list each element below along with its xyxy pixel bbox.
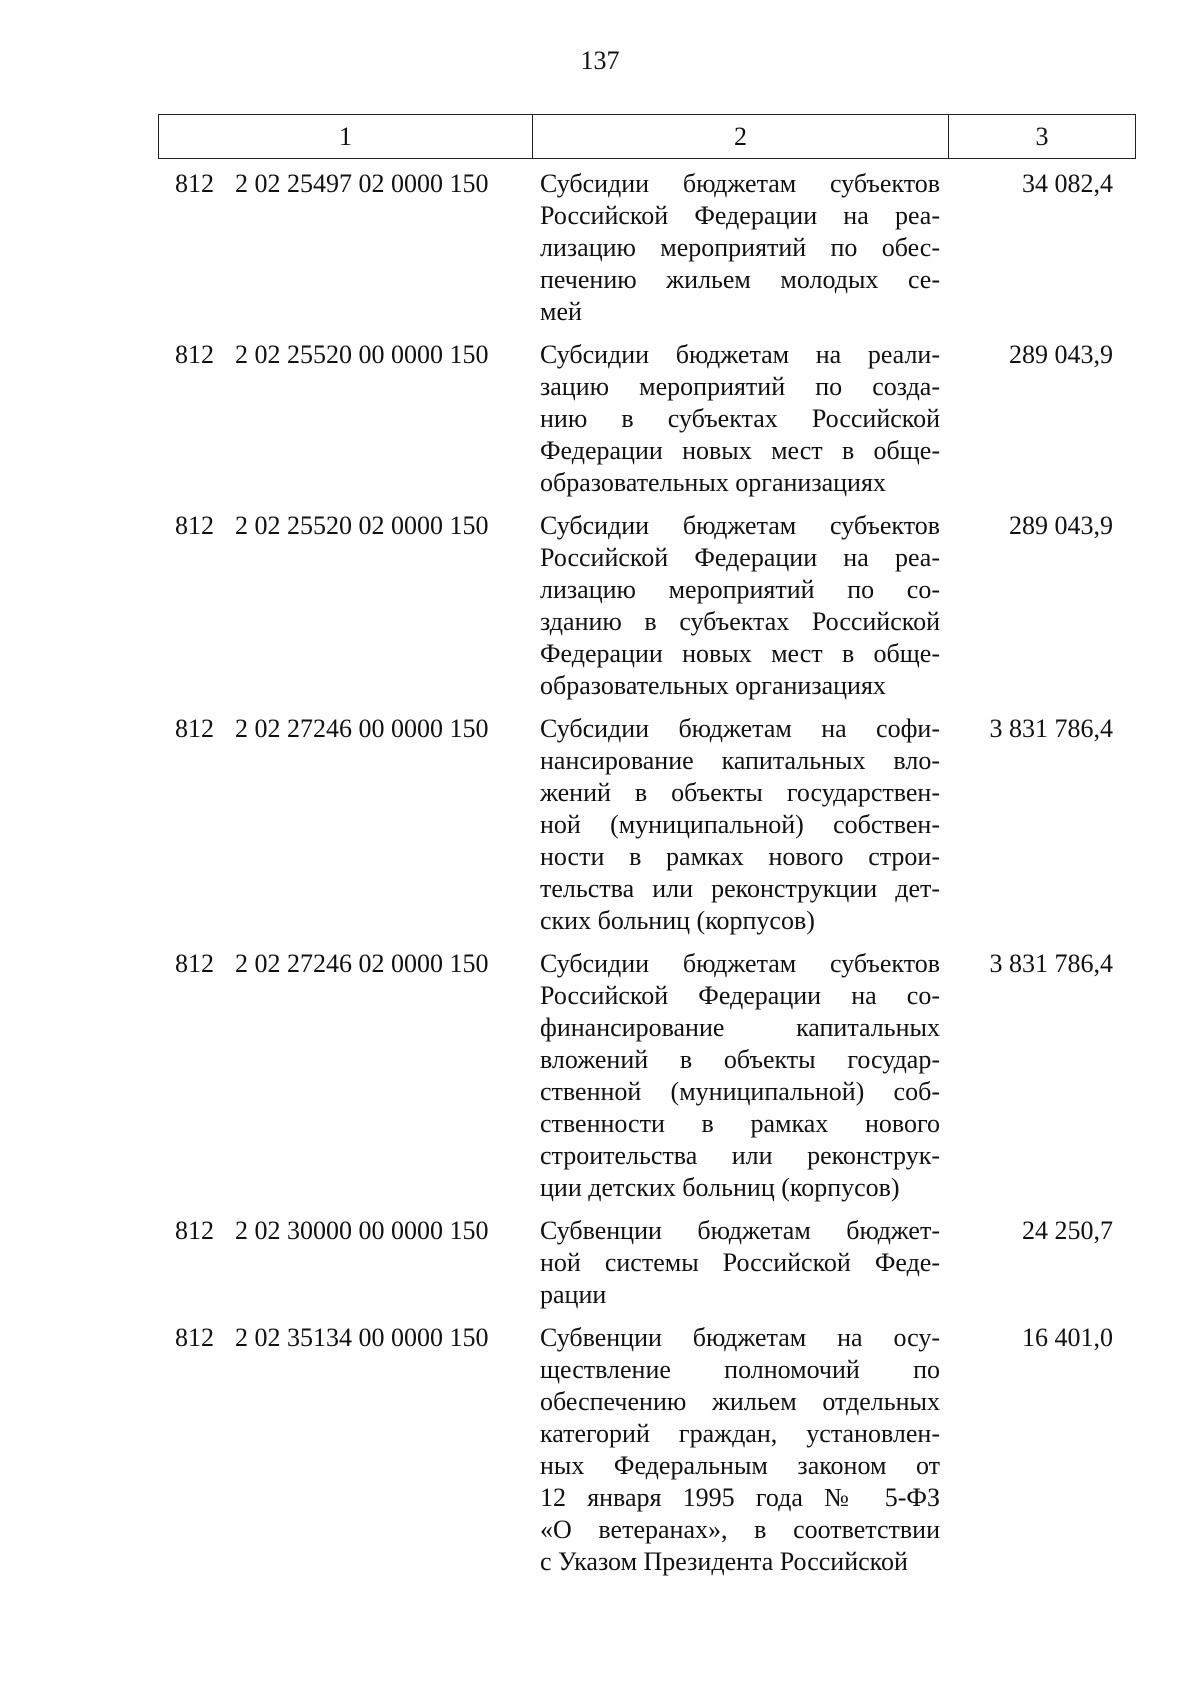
amount: 34 082,4 — [1022, 169, 1113, 198]
description-line: нансирование капитальных вло- — [540, 746, 940, 775]
budget-classification-code: 2 02 27246 00 0000 150 — [235, 714, 489, 743]
description-line: финансирование капитальных — [540, 1013, 940, 1042]
description-line: ной (муниципальной) собствен- — [540, 810, 940, 839]
description-line: Российской Федерации на со- — [540, 981, 940, 1010]
income-description — [540, 713, 940, 937]
description-line: ной системы Российской Феде- — [540, 1248, 940, 1277]
table-row — [0, 1215, 1200, 1311]
description-line: с Указом Президента Российской — [540, 1547, 908, 1576]
description-line: зацию мероприятий по созда- — [540, 372, 940, 401]
description-line: 12 января 1995 года № 5-ФЗ — [540, 1483, 940, 1512]
description-line: рации — [540, 1280, 607, 1309]
table-row — [0, 510, 1200, 702]
header-col-2: 2 — [532, 115, 948, 158]
description-line: лизацию мероприятий по со- — [540, 575, 940, 604]
income-description — [540, 1215, 940, 1311]
amount: 3 831 786,4 — [989, 714, 1113, 743]
amount: 289 043,9 — [1009, 340, 1113, 369]
description-line: ществление полномочий по — [540, 1355, 940, 1384]
income-description — [540, 1322, 940, 1578]
description-line: ских больниц (корпусов) — [540, 906, 815, 935]
income-description — [540, 339, 940, 499]
income-description — [540, 168, 940, 328]
description-line: ственной (муниципальной) соб- — [540, 1077, 940, 1106]
admin-code: 812 — [175, 169, 214, 198]
description-line: Субсидии бюджетам субъектов — [540, 169, 940, 198]
description-line: Российской Федерации на реа- — [540, 201, 940, 230]
admin-code: 812 — [175, 949, 214, 978]
description-line: Российской Федерации на реа- — [540, 543, 940, 572]
description-line: Федерации новых мест в обще- — [540, 639, 940, 668]
description-line: вложений в объекты государ- — [540, 1045, 940, 1074]
amount: 289 043,9 — [1009, 511, 1113, 540]
table-header — [158, 114, 1136, 159]
table-row — [0, 168, 1200, 328]
description-line: тельства или реконструкции дет- — [540, 874, 940, 903]
budget-classification-code: 2 02 25520 00 0000 150 — [235, 340, 489, 369]
description-line: ции детских больниц (корпусов) — [540, 1173, 900, 1202]
description-line: категорий граждан, установлен- — [540, 1419, 940, 1448]
page-number: 137 — [580, 46, 620, 75]
table-row — [0, 948, 1200, 1204]
description-line: мей — [540, 297, 582, 326]
admin-code: 812 — [175, 1323, 214, 1352]
description-line: ности в рамках нового строи- — [540, 842, 940, 871]
description-line: ственности в рамках нового — [540, 1109, 940, 1138]
description-line: образовательных организациях — [540, 671, 886, 700]
description-line: Субвенции бюджетам бюджет- — [540, 1216, 940, 1245]
description-line: нию в субъектах Российской — [540, 404, 940, 433]
table-row — [0, 713, 1200, 937]
description-line: Субсидии бюджетам субъектов — [540, 949, 940, 978]
table-row — [0, 1322, 1200, 1578]
table-row — [0, 339, 1200, 499]
description-line: печению жильем молодых се- — [540, 265, 940, 294]
description-line: Субсидии бюджетам на софи- — [540, 714, 940, 743]
amount: 24 250,7 — [1022, 1216, 1113, 1245]
description-line: Субвенции бюджетам на осу- — [540, 1323, 940, 1352]
admin-code: 812 — [175, 1216, 214, 1245]
description-line: зданию в субъектах Российской — [540, 607, 940, 636]
income-description — [540, 510, 940, 702]
amount: 3 831 786,4 — [989, 949, 1113, 978]
budget-classification-code: 2 02 27246 02 0000 150 — [235, 949, 489, 978]
description-line: строительства или реконструк- — [540, 1141, 940, 1170]
admin-code: 812 — [175, 511, 214, 540]
header-col-1: 1 — [339, 121, 352, 151]
amount: 16 401,0 — [1022, 1323, 1113, 1352]
description-line: жений в объекты государствен- — [540, 778, 940, 807]
admin-code: 812 — [175, 340, 214, 369]
admin-code: 812 — [175, 714, 214, 743]
description-line: Федерации новых мест в обще- — [540, 436, 940, 465]
budget-classification-code: 2 02 25497 02 0000 150 — [235, 169, 489, 198]
income-description — [540, 948, 940, 1204]
description-line: Субсидии бюджетам на реали- — [540, 340, 940, 369]
budget-classification-code: 2 02 25520 02 0000 150 — [235, 511, 489, 540]
description-line: образовательных организациях — [540, 468, 886, 497]
budget-classification-code: 2 02 35134 00 0000 150 — [235, 1323, 489, 1352]
description-line: ных Федеральным законом от — [540, 1451, 940, 1480]
table-body — [0, 168, 1200, 1589]
description-line: обеспечению жильем отдельных — [540, 1387, 940, 1416]
header-col-3: 3 — [948, 115, 1135, 158]
description-line: Субсидии бюджетам субъектов — [540, 511, 940, 540]
budget-classification-code: 2 02 30000 00 0000 150 — [235, 1216, 489, 1245]
description-line: лизацию мероприятий по обес- — [540, 233, 940, 262]
description-line: «О ветеранах», в соответствии — [540, 1515, 940, 1544]
